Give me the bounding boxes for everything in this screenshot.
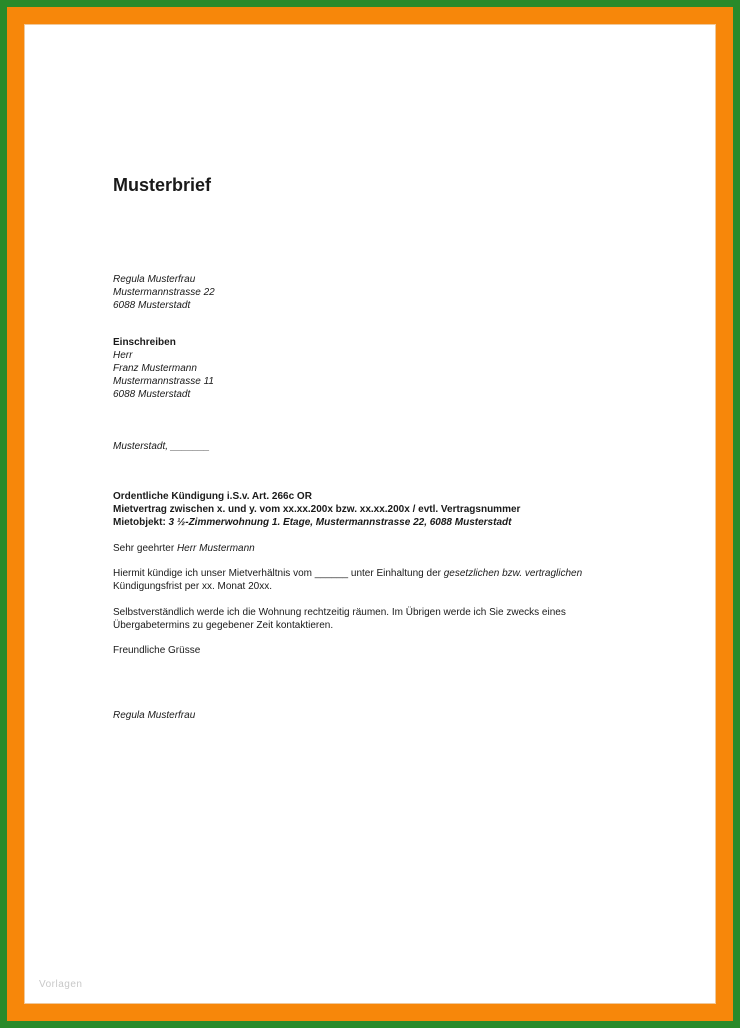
watermark-text: Vorlagen (39, 979, 83, 990)
subject-line-3 (113, 516, 520, 529)
salutation-prefix: Sehr geehrter (113, 543, 177, 554)
para1-part-b: gesetzlichen bzw. vertraglichen (443, 568, 583, 579)
recipient-name: Franz Mustermann (113, 363, 197, 374)
place-date-line: Musterstadt, _______ (113, 441, 210, 452)
letter-title: Musterbrief (113, 175, 212, 195)
body-paragraph-1 (113, 567, 613, 593)
closing-phrase: Freundliche Grüsse (113, 645, 201, 656)
salutation-name: Herr Mustermann (176, 543, 255, 554)
letter-page (24, 24, 716, 1004)
para1-part-a: Hiermit kündige ich unser Mietverhältnis vom ______ unter Einhaltung der (113, 568, 444, 579)
signature-name: Regula Musterfrau (113, 710, 196, 721)
salutation (113, 542, 255, 555)
recipient-address (113, 336, 214, 401)
subject-line-2: Mietvertrag zwischen x. und y. vom xx.xx.200x bzw. xx.xx.200x / evtl. Vertragsnummer (113, 504, 521, 515)
recipient-city: 6088 Musterstadt (113, 389, 191, 400)
sender-street: Mustermannstrasse 22 (113, 287, 215, 298)
recipient-street: Mustermannstrasse 11 (113, 376, 214, 387)
sender-city: 6088 Musterstadt (113, 300, 191, 311)
body-paragraph-2: Selbstverständlich werde ich die Wohnung rechtzeitig räumen. Im Übrigen werde ich Sie zwecks eines Übergabetermins zu gegebener Zeit kontaktieren. (113, 607, 566, 631)
sender-address (113, 273, 215, 312)
para1-part-c: Kündigungsfrist per xx. Monat 20xx. (113, 581, 272, 592)
letter-content (113, 174, 673, 721)
subject-block (113, 490, 520, 529)
recipient-salutation: Herr (113, 350, 133, 361)
sender-name: Regula Musterfrau (113, 274, 196, 285)
subject-line-1: Ordentliche Kündigung i.S.v. Art. 266c OR (113, 491, 312, 502)
delivery-method: Einschreiben (113, 337, 176, 348)
subject-object-label: Mietobjekt: (113, 517, 166, 528)
subject-object-value: 3 ½-Zimmerwohnung 1. Etage, Mustermannstrasse 22, 6088 Musterstadt (165, 517, 512, 528)
